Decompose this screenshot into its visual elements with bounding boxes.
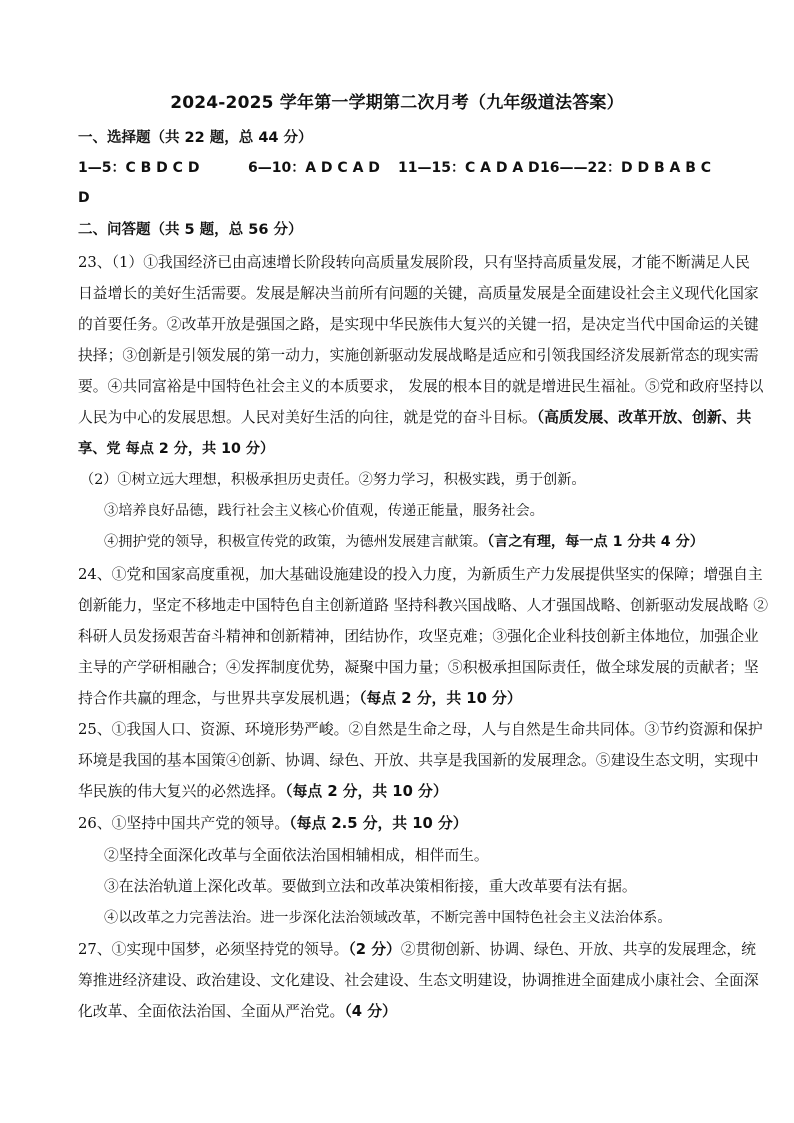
section-heading-choice: 一、选择题（共 22 题，总 44 分） [78,130,313,146]
q25-scoring-note: （每点 2 分，共 10 分） [285,783,448,800]
q27-text-line [78,1002,718,1022]
answers-group-3: 11—15：C A D A D [398,160,540,176]
q27-text-line: 筹推进经济建设、政治建设、文化建设、社会建设、生态文明建设，协调推进全面建成小康社会、全面深 [78,972,759,989]
q23-text: 人民为中心的发展思想。人民对美好生活的向往，就是党的奋斗目标。 [78,409,537,426]
q27-scoring-note: （4 分） [344,1003,397,1020]
q24-text-line: 主导的产学研相融合；④发挥制度优势，凝聚中国力量；⑤积极承担国际责任，做全球发展的贡献者；坚 [78,659,759,676]
section-heading-qa: 二、问答题（共 5 题，总 56 分） [78,222,303,238]
q24-scoring-note: （每点 2 分，共 10 分） [359,690,522,707]
q23-text-line: 日益增长的美好生活需要。发展是解决当前所有问题的关键，高质量发展是全面建设社会主义现代化国家 [78,285,759,302]
q23-text-line: 抉择；③创新是引领发展的第一动力，实施创新驱动发展战略是适应和引领我国经济发展新常态的现实需 [78,347,759,364]
q26-text: 26、①坚持中国共产党的领导。 [78,815,290,832]
q23-part2-line: （2）①树立远大理想，积极承担历史责任。②努力学习，积极实践，勇于创新。 [80,472,586,488]
answers-group-4: 16——22：D D B A B C [540,160,712,176]
q27-text: 化改革、全面依法治国、全面从严治党。 [78,1003,345,1020]
choice-answers-continuation: D [78,190,90,206]
q23-scoring-note: 享、党 每点 2 分，共 10 分） [78,441,275,457]
answers-group-1: 1—5：C B D C D [78,160,200,176]
choice-answers-row [78,158,718,178]
q26-text-line [78,814,718,834]
q23-text-line: 要。④共同富裕是中国特色社会主义的本质要求， 发展的根本目的就是增进民生福祉。⑤党和政府坚持以 [78,378,764,395]
page-title: 2024-2025 学年第一学期第二次月考（九年级道法答案） [170,93,624,113]
answers-group-2: 6—10：A D C A D [248,160,380,176]
q25-text-line: 环境是我国的基本国策④创新、协调、绿色、开放、共享是我国新的发展理念。⑤建设生态文明，实现中 [78,752,759,769]
q23-part2-text: ④拥护党的领导，积极宣传党的政策，为德州发展建言献策。 [104,534,488,550]
q27-text-line [78,940,756,960]
q26-scoring-note: （每点 2.5 分，共 10 分） [289,815,468,832]
q23-scoring-note: （高质发展、改革开放、创新、共 [536,409,752,426]
q23-text-line [78,408,752,428]
q24-text-line [78,689,718,709]
q24-text-line: 创新能力，坚定不移地走中国特色自主创新道路 坚持科教兴国战略、人才强国战略、创新驱动发展战略 ② [78,597,769,614]
q27-text: ②贯彻创新、协调、绿色、开放、共享的发展理念，统 [400,941,756,958]
q27-text: 27、①实现中国梦，必须坚持党的领导。 [78,941,349,958]
q23-part2-line: ③培养良好品德，践行社会主义核心价值观，传递正能量，服务社会。 [104,503,544,519]
q24-text-line: 科研人员发扬艰苦奋斗精神和创新精神，团结协作，攻坚克难；③强化企业科技创新主体地位，加强企业 [78,628,759,645]
q23-text-line: 23、（1）①我国经济已由高速增长阶段转向高质量发展阶段，只有坚持高质量发展，才能不断满足人民 [78,254,750,271]
q24-text-line: 24、①党和国家高度重视，加大基础设施建设的投入力度，为新质生产力发展提供坚实的保障；增强自主 [78,566,763,583]
q26-text-line: ②坚持全面深化改革与全面依法治国相辅相成，相伴而生。 [104,847,489,864]
q23-text-line: 的首要任务。②改革开放是强国之路，是实现中华民族伟大复兴的关键一招，是决定当代中国命运的关键 [78,316,759,333]
q23-part2-line [104,532,744,552]
q26-text-line: ③在法治轨道上深化改革。要做到立法和改革决策相衔接，重大改革要有法有据。 [104,878,637,895]
q25-text-line [78,782,718,802]
q24-text: 持合作共赢的理念，与世界共享发展机遇； [78,690,360,707]
q25-text-line: 25、①我国人口、资源、环境形势严峻。②自然是生命之母，人与自然是生命共同体。③节约资源和保护 [78,721,763,738]
q26-text-line: ④以改革之力完善法治。进一步深化法治领域改革，不断完善中国特色社会主义法治体系。 [104,910,672,926]
q23-part2-scoring-note: （言之有理，每一点 1 分共 4 分） [487,534,704,550]
q27-scoring-note: （2 分） [348,941,401,958]
q25-text: 华民族的伟大复兴的必然选择。 [78,783,286,800]
